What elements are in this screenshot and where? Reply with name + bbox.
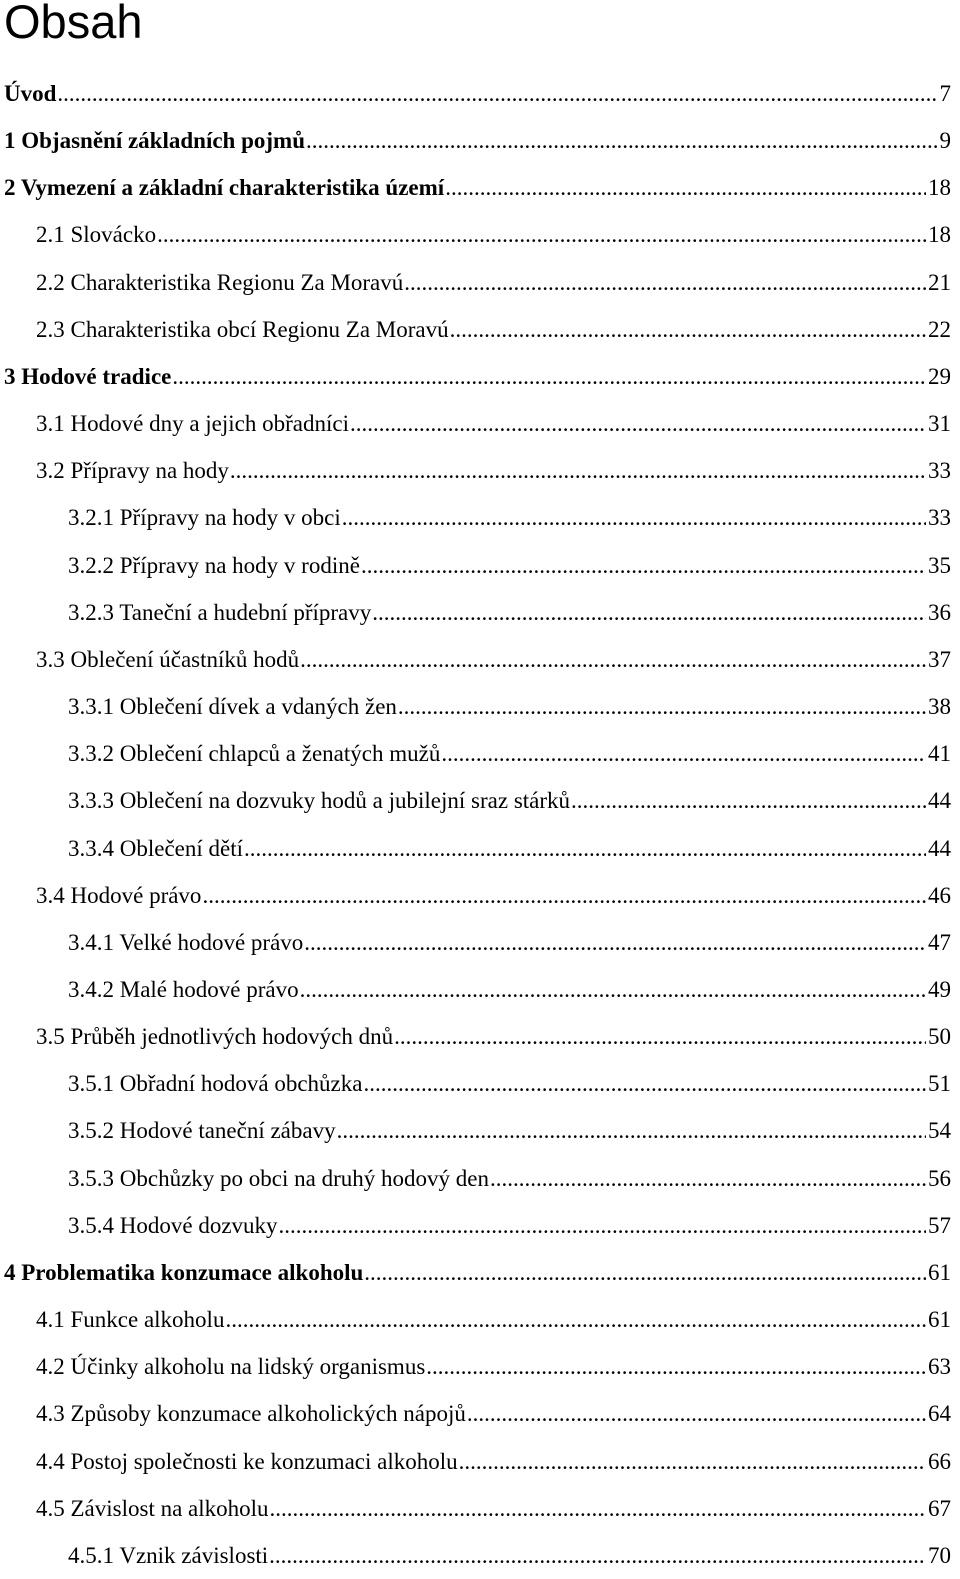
toc-entry-label: 3.5.2 Hodové taneční zábavy: [68, 1118, 336, 1144]
dot-leader: [202, 872, 926, 919]
toc-entry-label: 3.1 Hodové dny a jejich obřadníci: [36, 411, 349, 437]
toc-entry[interactable]: [0, 1343, 960, 1390]
toc-entry[interactable]: [0, 683, 960, 730]
toc-entry-page-number: 70: [928, 1542, 951, 1568]
toc-entry[interactable]: [0, 1155, 960, 1202]
toc-entry[interactable]: [0, 777, 960, 824]
toc-entry-page-number: 22: [928, 316, 951, 342]
toc-entry-page-number: 63: [928, 1354, 951, 1380]
toc-entry-label: 3.4 Hodové právo: [36, 882, 202, 908]
dot-leader: [372, 589, 926, 636]
toc-entry[interactable]: [0, 70, 960, 117]
page-title: Obsah: [4, 0, 143, 48]
dot-leader: [300, 966, 926, 1013]
toc-entry-page-number: 9: [939, 128, 951, 154]
toc-entry[interactable]: [0, 1390, 960, 1437]
toc-entry-page-number: 37: [928, 646, 951, 672]
toc-entry-label: 2.3 Charakteristika obcí Regionu Za Moravú: [36, 316, 449, 342]
dot-leader: [270, 1485, 926, 1532]
toc-entry-page-number: 21: [928, 269, 951, 295]
toc-entry-page-number: 50: [928, 1024, 951, 1050]
table-of-contents: [0, 70, 960, 1579]
toc-entry-label: 3.5.4 Hodové dozvuky: [68, 1212, 278, 1238]
dot-leader: [172, 353, 926, 400]
toc-entry[interactable]: [0, 730, 960, 777]
toc-entry-page-number: 18: [928, 222, 951, 248]
toc-entry-page-number: 54: [928, 1118, 951, 1144]
dot-leader: [490, 1155, 926, 1202]
toc-entry[interactable]: [0, 259, 960, 306]
dot-leader: [404, 259, 926, 306]
toc-entry-label: 4.5.1 Vznik závislosti: [68, 1542, 269, 1568]
toc-entry-label: 4.2 Účinky alkoholu na lidský organismus: [36, 1354, 426, 1380]
dot-leader: [157, 211, 926, 258]
toc-entry-label: 2.1 Slovácko: [36, 222, 157, 248]
dot-leader: [269, 1532, 926, 1579]
dot-leader: [441, 730, 926, 777]
toc-entry-page-number: 66: [928, 1448, 951, 1474]
dot-leader: [398, 683, 926, 730]
toc-entry[interactable]: [0, 1485, 960, 1532]
toc-entry[interactable]: [0, 353, 960, 400]
toc-entry-page-number: 56: [928, 1165, 951, 1191]
dot-leader: [361, 542, 926, 589]
toc-entry-label: 3.3 Oblečení účastníků hodů: [36, 646, 300, 672]
dot-leader: [364, 1249, 926, 1296]
dot-leader: [350, 400, 926, 447]
toc-entry[interactable]: [0, 636, 960, 683]
toc-entry[interactable]: [0, 872, 960, 919]
dot-leader: [445, 164, 926, 211]
dot-leader: [459, 1438, 926, 1485]
dot-leader: [304, 919, 926, 966]
toc-entry-label: 4.5 Závislost na alkoholu: [36, 1495, 269, 1521]
toc-entry-page-number: 31: [928, 411, 951, 437]
toc-entry[interactable]: [0, 825, 960, 872]
dot-leader: [337, 1107, 926, 1154]
toc-entry-page-number: 29: [928, 363, 951, 389]
dot-leader: [426, 1343, 926, 1390]
toc-entry-label: 3.4.1 Velké hodové právo: [68, 929, 304, 955]
toc-entry[interactable]: [0, 117, 960, 164]
toc-entry[interactable]: [0, 1296, 960, 1343]
toc-entry-page-number: 33: [928, 458, 951, 484]
toc-entry[interactable]: [0, 966, 960, 1013]
toc-entry[interactable]: [0, 589, 960, 636]
toc-entry-label: 3.3.3 Oblečení na dozvuky hodů a jubilejní sraz stárků: [68, 788, 571, 814]
toc-entry-page-number: 67: [928, 1495, 951, 1521]
dot-leader: [467, 1390, 926, 1437]
dot-leader: [230, 447, 926, 494]
toc-entry[interactable]: [0, 494, 960, 541]
toc-entry-label: 3.3.1 Oblečení dívek a vdaných žen: [68, 694, 397, 720]
toc-entry-label: 3.5.3 Obchůzky po obci na druhý hodový den: [68, 1165, 489, 1191]
toc-entry-page-number: 46: [928, 882, 951, 908]
toc-entry-label: 4.3 Způsoby konzumace alkoholických nápojů: [36, 1401, 466, 1427]
toc-entry-label: 2.2 Charakteristika Regionu Za Moravú: [36, 269, 404, 295]
toc-entry-page-number: 7: [939, 81, 951, 106]
toc-entry-label: 4 Problematika konzumace alkoholu: [4, 1259, 364, 1285]
toc-entry-label: 4.4 Postoj společnosti ke konzumaci alkoholu: [36, 1448, 458, 1474]
toc-entry[interactable]: [0, 1249, 960, 1296]
toc-entry-label: 3.5.1 Obřadní hodová obchůzka: [68, 1071, 363, 1097]
dot-leader: [342, 494, 926, 541]
toc-entry[interactable]: [0, 400, 960, 447]
toc-entry-label: 3.3.2 Oblečení chlapců a ženatých mužů: [68, 741, 441, 767]
toc-entry-label: 3.2 Přípravy na hody: [36, 458, 229, 484]
dot-leader: [306, 117, 938, 164]
toc-entry[interactable]: [0, 164, 960, 211]
toc-entry-label: 3.2.1 Přípravy na hody v obci: [68, 505, 341, 531]
toc-entry[interactable]: [0, 1202, 960, 1249]
dot-leader: [57, 70, 937, 117]
toc-entry-page-number: 36: [928, 599, 951, 625]
toc-entry-page-number: 51: [928, 1071, 951, 1097]
toc-entry[interactable]: [0, 919, 960, 966]
toc-entry[interactable]: [0, 1013, 960, 1060]
dot-leader: [225, 1296, 926, 1343]
toc-entry-label: 3.5 Průběh jednotlivých hodových dnů: [36, 1024, 394, 1050]
toc-entry[interactable]: [0, 542, 960, 589]
toc-entry[interactable]: [0, 211, 960, 258]
dot-leader: [279, 1202, 926, 1249]
toc-entry-label: Úvod: [4, 81, 57, 106]
toc-entry-page-number: 35: [928, 552, 951, 578]
toc-entry-label: 1 Objasnění základních pojmů: [4, 128, 305, 154]
toc-entry-page-number: 47: [928, 929, 951, 955]
toc-entry-page-number: 38: [928, 694, 951, 720]
toc-entry[interactable]: [0, 1438, 960, 1485]
toc-entry-label: 3 Hodové tradice: [4, 363, 172, 389]
toc-entry-page-number: 44: [928, 835, 951, 861]
dot-leader: [244, 825, 926, 872]
toc-entry-label: 4.1 Funkce alkoholu: [36, 1307, 225, 1333]
toc-entry[interactable]: [0, 1107, 960, 1154]
toc-entry-page-number: 41: [928, 741, 951, 767]
toc-entry-label: 3.2.2 Přípravy na hody v rodině: [68, 552, 360, 578]
dot-leader: [450, 306, 926, 353]
dot-leader: [363, 1060, 926, 1107]
toc-entry[interactable]: [0, 306, 960, 353]
toc-entry[interactable]: [0, 1060, 960, 1107]
toc-entry[interactable]: [0, 1532, 960, 1579]
toc-entry-page-number: 44: [928, 788, 951, 814]
toc-entry-page-number: 33: [928, 505, 951, 531]
dot-leader: [394, 1013, 926, 1060]
toc-entry-label: 3.2.3 Taneční a hudební přípravy: [68, 599, 372, 625]
toc-entry-page-number: 61: [928, 1259, 951, 1285]
toc-entry-page-number: 57: [928, 1212, 951, 1238]
toc-entry-page-number: 61: [928, 1307, 951, 1333]
dot-leader: [571, 777, 926, 824]
toc-entry-label: 3.3.4 Oblečení dětí: [68, 835, 244, 861]
toc-entry[interactable]: [0, 447, 960, 494]
dot-leader: [300, 636, 926, 683]
toc-entry-label: 3.4.2 Malé hodové právo: [68, 976, 299, 1002]
toc-entry-page-number: 49: [928, 976, 951, 1002]
toc-entry-page-number: 18: [928, 175, 951, 201]
toc-entry-label: 2 Vymezení a základní charakteristika území: [4, 175, 445, 201]
toc-entry-page-number: 64: [928, 1401, 951, 1427]
